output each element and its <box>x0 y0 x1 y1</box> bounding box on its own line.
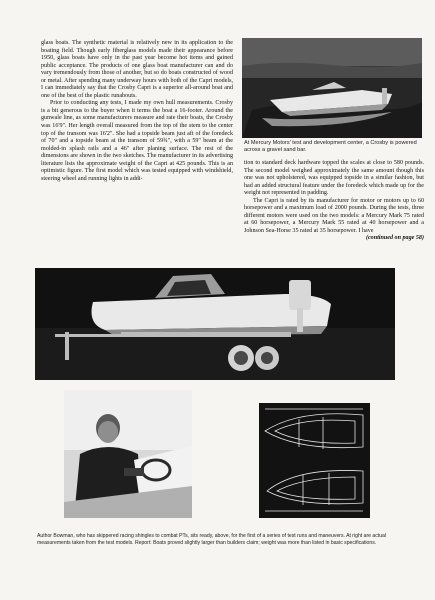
photo-caption-bottom: Author Bowman, who has skippered racing shingles to combat PTs, sits ready, above, for the first of a series of test runs and maneuvers. At right are actual measurements taken from the test models. Report: Boats proved slightly larger than builders claim; weight was more than listed in basic specifications. <box>37 533 386 546</box>
hull-measurement-sketch <box>259 403 370 518</box>
article-paragraph: The Capri is rated by its manufacturer for motor or motors up to 60 horsepower and a maximum load of 2000 pounds. During the tests, three different motors were used on the two models: a Mercury Mark 75 rated at 60 horsepower, a Mercury Mark 55 rated at 40 horsepower and a Johnson Sea-Horse 35 rated at 35 horsepower. I have <box>244 197 424 234</box>
photo-boat-on-trailer <box>35 268 395 380</box>
article-paragraph: Prior to conducting any tests, I made my own hull measurements. Crosby is a bit generous to the buyer when it terms the boat a 16-footer. Around the gunwale line, as some manufacturers measure and rate their boats, the Crosby was 16'9". Her length overall measured from the top of the stem to the center top of the transom was 16'2". She had a topside beam just aft of the foredeck of 70" and a topside beam at the transom of 59¾", with a 59" beam at the molded-in splash rails and a 46" after planing surface. The rest of the dimensions are shown in the two sketches. The manufacturer in its advertising literature lists the approximate weight of the Capri at 425 pounds. This is an optimistic figure. The first model which was tested equipped with windshield, steering wheel and running lights in addi- <box>41 100 233 182</box>
continued-note: (continued on page 58) <box>365 235 424 242</box>
article-column-left <box>41 40 233 183</box>
photo-author-bowman <box>64 390 192 518</box>
article-column-right <box>244 160 424 243</box>
photo-caption-top: At Mercury Motors' test and development center, a Crosby is powered across a gravel sand bar. <box>244 140 417 153</box>
photo-boat-on-sandbar <box>242 38 422 138</box>
article-paragraph: tion to standard deck hardware topped the scales at close to 580 pounds. The second model weighed approximately the same amount though this one was not upholstered, was equipped topside in a similar fashion, but had an added structural feature under the foredeck which made up for the weight not represented in padding. <box>244 160 424 197</box>
article-paragraph: glass boats. The synthetic material is relatively new in its application to the boating field. Though early fiberglass models made their appearance before 1950, glass boats have only in the past year become hot items and gained public acceptance. The products of one glass boat manufacturer can and do vary tremendously from those of another, but so do boats constructed of wood or metal. After spending many underway hours with both of the Capri models, I can immediately say that the Crosby Capri is a superior all-around boat and one of the best of the plastic runabouts. <box>41 40 233 99</box>
